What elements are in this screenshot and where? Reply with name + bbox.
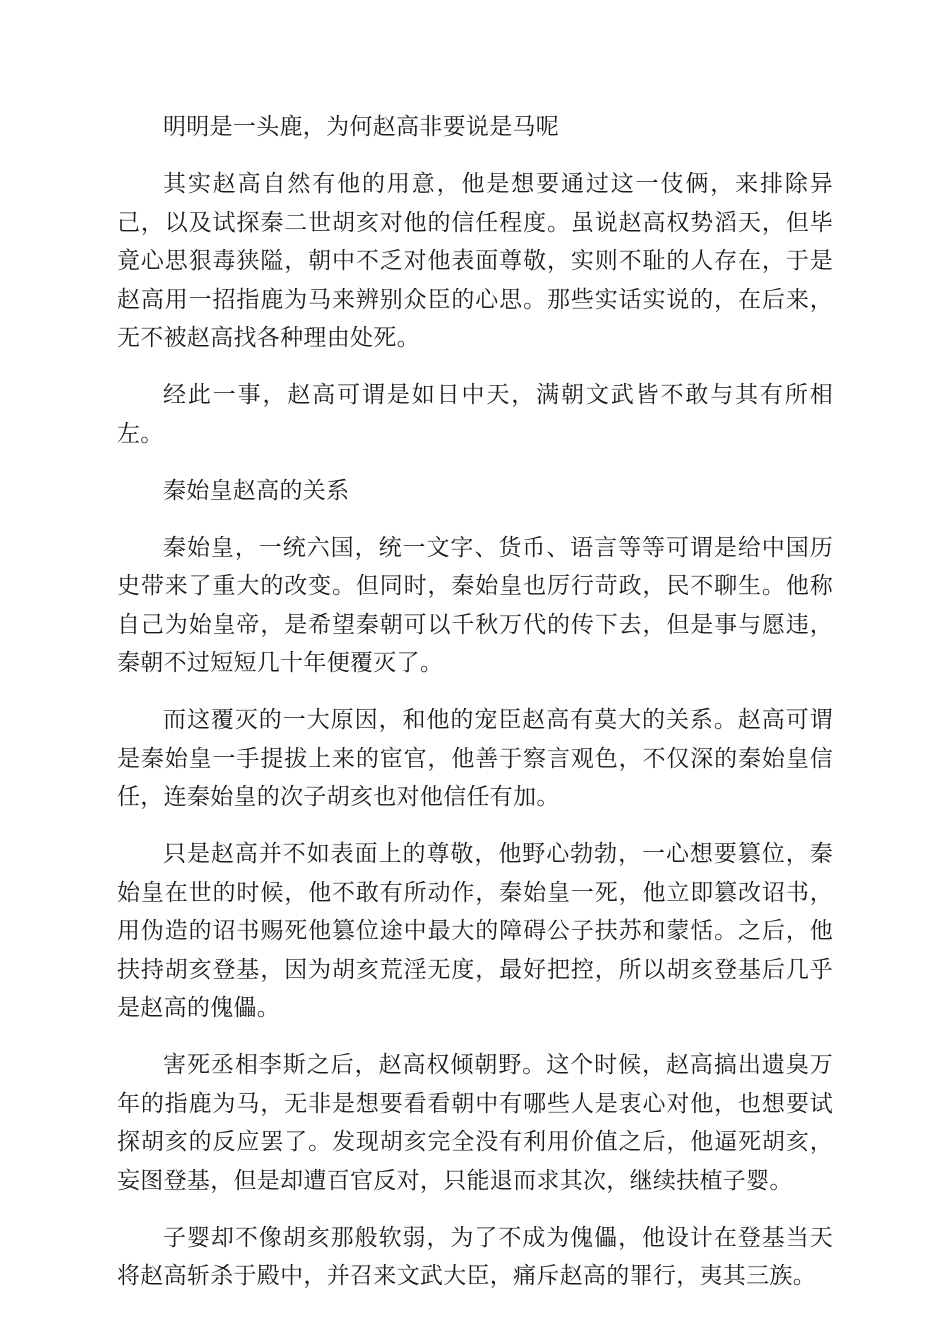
paragraph-relationship-heading: 秦始皇赵高的关系 (163, 477, 350, 504)
paragraph-question-heading: 明明是一头鹿，为何赵高非要说是马呢 (163, 114, 560, 140)
paragraph-qin-shi-huang: 秦始皇，一统六国，统一文字、货币、语言等等可谓是给中国历史带来了重大的改变。但同时，秦始皇也厉行苛政，民不聊生。他称自己为始皇帝，是希望秦朝可以千秋万代的传下去，但是事与愿违，秦朝不过短短几十年便覆灭了。 (117, 534, 833, 676)
document-body (117, 108, 833, 1296)
paragraph-ziying: 子婴却不像胡亥那般软弱，为了不成为傀儡，他设计在登基当天将赵高斩杀于殿中，并召来文武大臣，痛斥赵高的罪行，夷其三族。 (117, 1224, 833, 1289)
paragraph-li-si: 害死丞相李斯之后，赵高权倾朝野。这个时候，赵高搞出遗臭万年的指鹿为马，无非是想要看看朝中有哪些人是衷心对他，也想要试探胡亥的反应罢了。发现胡亥完全没有利用价值之后，他逼死胡亥，妄图登基，但是却遭百官反对，只能退而求其次，继续扶植子婴。 (117, 1052, 833, 1194)
paragraph-aftermath: 经此一事，赵高可谓是如日中天，满朝文武皆不敢与其有所相左。 (117, 382, 833, 447)
paragraph-zhao-gao-intent: 其实赵高自然有他的用意，他是想要通过这一伎俩，来排除异己，以及试探秦二世胡亥对他的信任程度。虽说赵高权势滔天，但毕竟心思狠毒狭隘，朝中不乏对他表面尊敬，实则不耻的人存在，于是赵高用一招指鹿为马来辨别众臣的心思。那些实话实说的，在后来，无不被赵高找各种理由处死。 (117, 171, 833, 351)
paragraph-downfall-cause: 而这覆灭的一大原因，和他的宠臣赵高有莫大的关系。赵高可谓是秦始皇一手提拔上来的宦官，他善于察言观色，不仅深的秦始皇信任，连秦始皇的次子胡亥也对他信任有加。 (117, 707, 833, 810)
paragraph-usurpation: 只是赵高并不如表面上的尊敬，他野心勃勃，一心想要篡位，秦始皇在世的时候，他不敢有所动作，秦始皇一死，他立即篡改诏书，用伪造的诏书赐死他篡位途中最大的障碍公子扶苏和蒙恬。之后，他扶持胡亥登基，因为胡亥荒淫无度，最好把控，所以胡亥登基后几乎是赵高的傀儡。 (117, 841, 833, 1021)
